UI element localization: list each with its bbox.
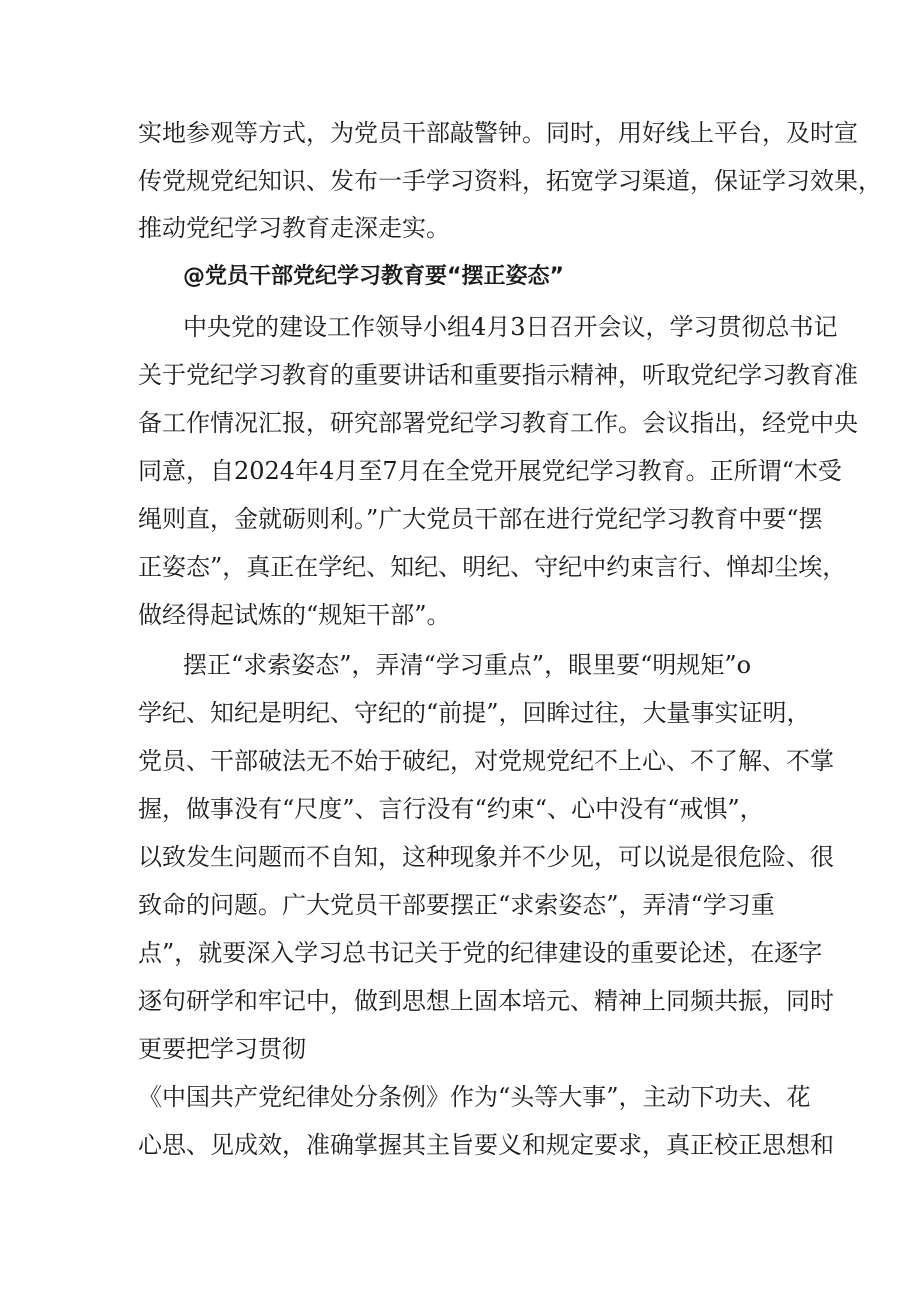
paragraph1-line-7: 做经得起试炼的“规矩干部”。	[138, 601, 451, 629]
paragraph2-line-1: 摆正“求索姿态”，弄清“学习重点”，眼里要“明规矩”o	[183, 651, 752, 679]
section-heading: @党员干部党纪学习教育要“摆正姿态”	[183, 264, 564, 289]
paragraph1-line-2: 关于党纪学习教育的重要讲话和重要指示精神，听取党纪学习教育准	[138, 361, 858, 389]
intro-line-1: 实地参观等方式，为党员干部敲警钟。同时，用好线上平台，及时宣	[138, 119, 858, 147]
paragraph2-line-8: 逐句研学和牢记中，做到思想上固本培元、精神上同频共振，同时	[138, 987, 834, 1015]
paragraph1-line-1: 中央党的建设工作领导小组4月3日召开会议，学习贯彻总书记	[183, 313, 838, 341]
paragraph2-line-2: 学纪、知纪是明纪、守纪的“前提”，回眸过往，大量事实证明，	[138, 699, 811, 727]
paragraph1-line-5: 绳则直，金就砺则利。”广大党员干部在进行党纪学习教育中要“摆	[138, 505, 823, 533]
paragraph2-line-11: 心思、见成效，准确掌握其主旨要义和规定要求，真正校正思想和	[138, 1131, 834, 1159]
intro-line-3: 推动党纪学习教育走深走实。	[138, 214, 450, 242]
paragraph2-line-9: 更要把学习贯彻	[138, 1035, 306, 1063]
paragraph2-line-6: 致命的问题。广大党员干部要摆正“求索姿态”，弄清“学习重	[138, 891, 775, 919]
paragraph1-line-6: 正姿态”，真正在学纪、知纪、明纪、守纪中约束言行、惮却尘埃，	[138, 553, 847, 581]
paragraph2-line-4: 握，做事没有“尺度”、言行没有“约束“、心中没有“戒惧”，	[138, 795, 764, 823]
intro-line-2: 传党规党纪知识、发布一手学习资料，拓宽学习渠道，保证学习效果，	[138, 167, 882, 195]
paragraph1-line-4: 同意，自2024年4月至7月在全党开展党纪学习教育。正所谓“木受	[138, 457, 842, 485]
paragraph2-line-10: 《中国共产党纪律处分条例》作为“头等大事”，主动下功夫、花	[138, 1083, 811, 1111]
paragraph2-line-5: 以致发生问题而不自知，这种现象并不少见，可以说是很危险、很	[138, 843, 834, 871]
paragraph1-line-3: 备工作情况汇报，研究部署党纪学习教育工作。会议指出，经党中央	[138, 409, 858, 437]
paragraph2-line-7: 点”，就要深入学习总书记关于党的纪律建设的重要论述，在逐字	[138, 939, 823, 967]
paragraph2-line-3: 党员、干部破法无不始于破纪，对党规党纪不上心、不了解、不掌	[138, 747, 834, 775]
